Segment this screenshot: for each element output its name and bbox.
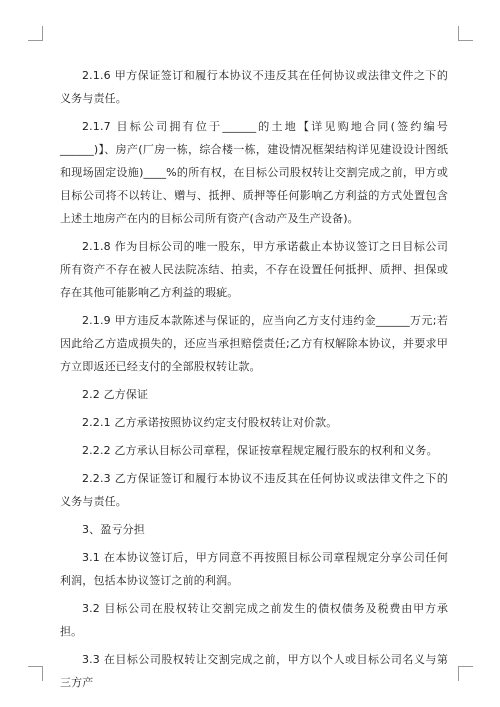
clause-3-1: 3.1 在本协议签订后，甲方同意不再按照目标公司章程规定分享公司任何利润，包括本协议签订之前的利润。 xyxy=(60,551,448,587)
section-3-heading: 3、盈亏分担 xyxy=(82,523,145,536)
clause-2-2-2: 2.2.2 乙方承认目标公司章程，保证按章程规定履行股东的权利和义务。 xyxy=(82,444,438,457)
section-2-2-heading: 2.2 乙方保证 xyxy=(82,388,149,401)
clause-3-3: 3.3 在目标公司股权转让交割完成之前，甲方以个人或目标公司名义与第三方产 xyxy=(60,653,448,689)
crop-mark-top-left xyxy=(28,26,43,41)
clause-2-1-9: 2.1.9 甲方违反本款陈述与保证的，应当向乙方支付违约金______万元;若因此给乙方造成损失的，还应当承担赔偿责任;乙方有权解除本协议，并要求甲方立即返还已经支付的全部股权转让款。 xyxy=(60,314,448,373)
clause-2-1-6: 2.1.6 甲方保证签订和履行本协议不违反其在任何协议或法律文件之下的义务与责任。 xyxy=(60,69,448,105)
clause-2-1-7: 2.1.7 目标公司拥有位于______的土地【详见购地合同(签约编号______)】、房产(厂房一栋，综合楼一栋，建设情况框架结构详见建设设计图纸和现场固定设施)____%的所有权，在目标公司股权转让交割完成之前，甲方或目标公司将不以转让、赠与、抵押、质押等任何影响乙方利益的方式处置包含上述土地房产在内的目标公司所有资产(含动产及生产设备)。 xyxy=(60,120,448,225)
clause-2-2-3: 2.2.3 乙方保证签订和履行本协议不违反其在任何协议或法律文件之下的义务与责任。 xyxy=(60,472,448,508)
crop-mark-bottom-left xyxy=(28,666,43,681)
clause-2-1-8: 2.1.8 作为目标公司的唯一股东，甲方承诺截止本协议签订之日目标公司所有资产不存在被人民法院冻结、拍卖，不存在设置任何抵押、质押、担保或存在其他可能影响乙方利益的瑕疵。 xyxy=(60,240,448,299)
clause-2-2-1: 2.2.1 乙方承诺按照协议约定支付股权转让对价款。 xyxy=(82,416,338,429)
crop-mark-bottom-right xyxy=(458,666,473,681)
clause-3-2: 3.2 目标公司在股权转让交割完成之前发生的债权债务及税费由甲方承担。 xyxy=(60,602,448,638)
document-body xyxy=(60,64,448,694)
crop-mark-top-right xyxy=(458,26,473,41)
